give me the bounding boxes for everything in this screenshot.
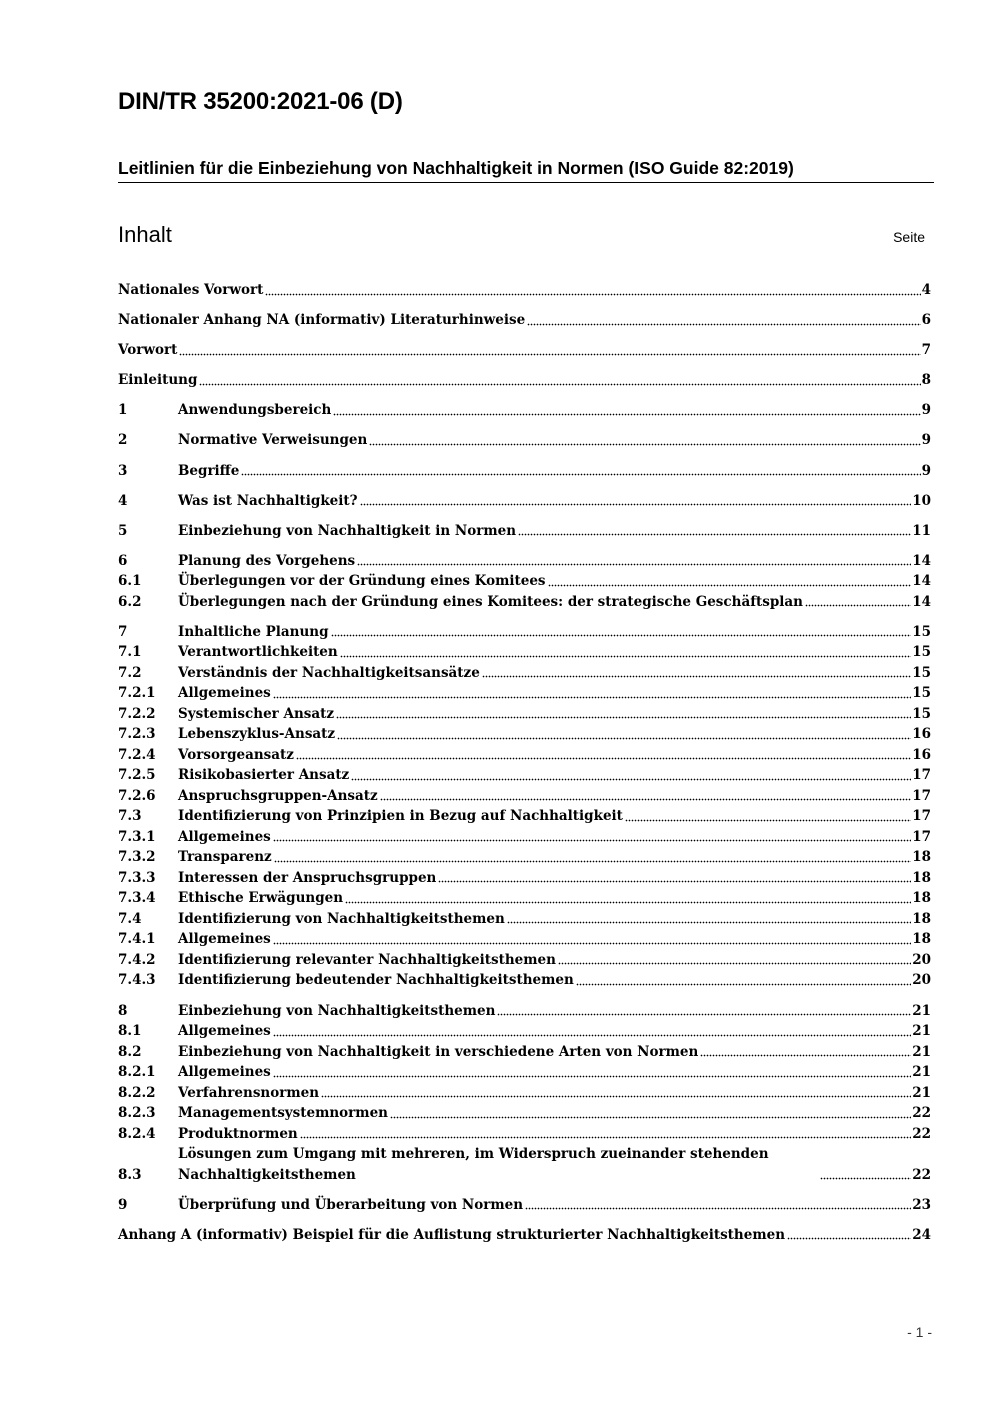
toc-dot-leader bbox=[700, 1053, 911, 1057]
toc-dot-leader bbox=[273, 941, 911, 945]
toc-entry-number: 6.2 bbox=[118, 593, 142, 610]
toc-dot-leader bbox=[345, 900, 911, 904]
toc-entry-page: 14 bbox=[912, 552, 931, 569]
toc-entry-page: 10 bbox=[912, 492, 931, 509]
toc-dot-leader bbox=[482, 674, 911, 678]
toc-entry-number: 7.4.3 bbox=[118, 972, 156, 989]
toc-entry-page: 15 bbox=[912, 664, 931, 681]
toc-dot-leader bbox=[507, 920, 911, 924]
toc-entry-number: 7.2.2 bbox=[118, 705, 156, 722]
toc-entry-label: Allgemeines bbox=[178, 1064, 271, 1081]
toc-entry-label: Vorsorgeansatz bbox=[178, 746, 294, 763]
toc-dot-leader bbox=[351, 777, 911, 781]
toc-entry-page: 15 bbox=[912, 685, 931, 702]
toc-entry[interactable] bbox=[118, 1144, 931, 1185]
toc-entry-page: 11 bbox=[912, 522, 931, 539]
toc-entry-page: 22 bbox=[912, 1166, 931, 1183]
toc-entry[interactable] bbox=[118, 663, 931, 684]
toc-dot-leader bbox=[390, 1115, 911, 1119]
toc-entry-page: 16 bbox=[912, 746, 931, 763]
toc-dot-leader bbox=[548, 583, 912, 587]
toc-entry-label: Allgemeines bbox=[178, 685, 271, 702]
toc-entry-number: 8.2.1 bbox=[118, 1064, 156, 1081]
toc-entry[interactable] bbox=[118, 786, 931, 807]
toc-entry[interactable] bbox=[118, 340, 931, 361]
toc-entry[interactable] bbox=[118, 909, 931, 930]
toc-entry[interactable] bbox=[118, 827, 931, 848]
toc-dot-leader bbox=[241, 472, 920, 476]
document-title: DIN/TR 35200:2021-06 (D) bbox=[118, 88, 403, 115]
toc-dot-leader bbox=[369, 442, 920, 446]
toc-entry-number: 7.2.6 bbox=[118, 787, 156, 804]
toc-entry[interactable] bbox=[118, 370, 931, 391]
toc-entry-label: Identifizierung relevanter Nachhaltigkeitsthemen bbox=[178, 951, 556, 968]
toc-dot-leader bbox=[331, 633, 912, 637]
toc-entry-label: Ethische Erwägungen bbox=[178, 890, 344, 907]
toc-entry-label: Anwendungsbereich bbox=[178, 402, 332, 419]
toc-entry[interactable] bbox=[118, 1195, 931, 1216]
toc-entry-page: 17 bbox=[912, 787, 931, 804]
toc-entry-number: 7.1 bbox=[118, 644, 142, 661]
toc-entry-label: Einleitung bbox=[118, 372, 198, 389]
toc-dot-leader bbox=[625, 818, 911, 822]
toc-entry-label: Verantwortlichkeiten bbox=[178, 644, 338, 661]
toc-entry-number: 6.1 bbox=[118, 573, 142, 590]
toc-entry-page: 14 bbox=[912, 573, 931, 590]
toc-entry-label: Risikobasierter Ansatz bbox=[178, 767, 350, 784]
toc-entry-page: 21 bbox=[912, 1084, 931, 1101]
toc-entry-label: Verständnis der Nachhaltigkeitsansätze bbox=[178, 664, 480, 681]
toc-entry[interactable] bbox=[118, 592, 931, 613]
toc-entry-number: 7.4.1 bbox=[118, 931, 156, 948]
toc-dot-leader bbox=[336, 715, 911, 719]
toc-entry-label: Anhang A (informativ) Beispiel für die Auflistung strukturierter Nachhaltigkeitsthemen bbox=[118, 1226, 786, 1243]
toc-entry-number: 8.3 bbox=[118, 1166, 142, 1183]
toc-entry[interactable] bbox=[118, 491, 931, 512]
toc-entry-page: 7 bbox=[921, 342, 931, 359]
toc-entry[interactable] bbox=[118, 1062, 931, 1083]
toc-entry-label: Planung des Vorgehens bbox=[178, 552, 356, 569]
toc-entry-number: 8.2.4 bbox=[118, 1125, 156, 1142]
toc-entry-page: 21 bbox=[912, 1023, 931, 1040]
toc-entry[interactable] bbox=[118, 970, 931, 991]
toc-entry-number: 7.2.5 bbox=[118, 767, 156, 784]
toc-dot-leader bbox=[527, 322, 920, 326]
toc-entry-label: Managementsystemnormen bbox=[178, 1105, 388, 1122]
toc-entry-label: Allgemeines bbox=[178, 931, 271, 948]
toc-dot-leader bbox=[438, 879, 911, 883]
toc-entry-page: 9 bbox=[921, 402, 931, 419]
toc-entry[interactable] bbox=[118, 1103, 931, 1124]
toc-entry[interactable] bbox=[118, 868, 931, 889]
toc-entry-page: 17 bbox=[912, 767, 931, 784]
toc-dot-leader bbox=[321, 1094, 911, 1098]
toc-dot-leader bbox=[179, 352, 920, 356]
toc-entry-number: 7.3 bbox=[118, 808, 142, 825]
toc-entry-number: 8.2.3 bbox=[118, 1105, 156, 1122]
toc-entry-label: Überlegungen vor der Gründung eines Komitees bbox=[178, 573, 546, 590]
toc-entry-page: 21 bbox=[912, 1002, 931, 1019]
toc-entry-page: 15 bbox=[912, 623, 931, 640]
toc-entry-page: 4 bbox=[921, 282, 931, 298]
toc-entry-number: 3 bbox=[118, 462, 128, 479]
toc-dot-leader bbox=[576, 982, 911, 986]
toc-entry-number: 6 bbox=[118, 552, 128, 569]
toc-entry-page: 15 bbox=[912, 705, 931, 722]
toc-entry-label: Identifizierung von Nachhaltigkeitsthemen bbox=[178, 910, 505, 927]
toc-entry[interactable] bbox=[118, 1225, 931, 1246]
toc-entry[interactable] bbox=[118, 280, 931, 301]
toc-entry-number: 2 bbox=[118, 432, 128, 449]
toc-entry-page: 17 bbox=[912, 808, 931, 825]
toc-entry-label: Einbeziehung von Nachhaltigkeitsthemen bbox=[178, 1002, 496, 1019]
toc-entry[interactable] bbox=[118, 888, 931, 909]
toc-entry-number: 5 bbox=[118, 522, 128, 539]
toc-entry[interactable] bbox=[118, 571, 931, 592]
toc-entry-label: Einbeziehung von Nachhaltigkeit in Normen bbox=[178, 522, 517, 539]
toc-dot-leader bbox=[787, 1236, 911, 1240]
toc-entry-page: 20 bbox=[912, 972, 931, 989]
toc-entry-label: Was ist Nachhaltigkeit? bbox=[178, 492, 358, 509]
toc-dot-leader bbox=[273, 838, 911, 842]
toc-entry[interactable] bbox=[118, 745, 931, 766]
toc-dot-leader bbox=[273, 1033, 911, 1037]
toc-dot-leader bbox=[273, 1074, 911, 1078]
toc-entry-label: Nationaler Anhang NA (informativ) Literaturhinweise bbox=[118, 312, 526, 329]
toc-entry-label: Verfahrensnormen bbox=[178, 1084, 320, 1101]
toc-entry[interactable] bbox=[118, 929, 931, 950]
toc-entry[interactable] bbox=[118, 400, 931, 421]
toc-entry-number: 7.3.1 bbox=[118, 828, 156, 845]
toc-entry[interactable] bbox=[118, 1083, 931, 1104]
toc-dot-leader bbox=[337, 736, 911, 740]
toc-entry-page: 16 bbox=[912, 726, 931, 743]
toc-entry[interactable] bbox=[118, 461, 931, 482]
toc-entry-number: 1 bbox=[118, 402, 128, 419]
toc-entry-page: 21 bbox=[912, 1064, 931, 1081]
toc-entry-number: 7.2 bbox=[118, 664, 142, 681]
toc-entry[interactable] bbox=[118, 642, 931, 663]
toc-dot-leader bbox=[805, 603, 911, 607]
toc-entry[interactable] bbox=[118, 847, 931, 868]
toc-entry-page: 18 bbox=[912, 910, 931, 927]
toc-entry-label: Systemischer Ansatz bbox=[178, 705, 335, 722]
toc-entry-page: 14 bbox=[912, 593, 931, 610]
toc-entry-page: 6 bbox=[921, 312, 931, 329]
toc-entry-label: Anspruchsgruppen-Ansatz bbox=[178, 787, 378, 804]
toc-entry-number: 7.3.4 bbox=[118, 890, 156, 907]
page-number: - 1 - bbox=[907, 1324, 932, 1340]
toc-entry-page: 8 bbox=[921, 372, 931, 389]
toc-entry-number: 8.1 bbox=[118, 1023, 142, 1040]
toc-entry-label: Überprüfung und Überarbeitung von Normen bbox=[178, 1196, 524, 1213]
toc-entry-page: 18 bbox=[912, 931, 931, 948]
toc-entry-number: 7.4 bbox=[118, 910, 142, 927]
toc-entry-number: 4 bbox=[118, 492, 128, 509]
toc-entry[interactable] bbox=[118, 683, 931, 704]
toc-entry-page: 15 bbox=[912, 644, 931, 661]
toc-entry-label: Identifizierung von Prinzipien in Bezug auf Nachhaltigkeit bbox=[178, 808, 623, 825]
toc-entry-label: Allgemeines bbox=[178, 1023, 271, 1040]
toc-entry[interactable] bbox=[118, 724, 931, 745]
toc-entry-label: Identifizierung bedeutender Nachhaltigkeitsthemen bbox=[178, 972, 574, 989]
toc-entry[interactable] bbox=[118, 521, 931, 542]
toc-entry-page: 21 bbox=[912, 1043, 931, 1060]
toc-dot-leader bbox=[380, 797, 912, 801]
toc-entry-number: 7.3.3 bbox=[118, 869, 156, 886]
toc-page-column-heading: Seite bbox=[893, 229, 925, 245]
toc-entry-page: 17 bbox=[912, 828, 931, 845]
table-of-contents bbox=[118, 280, 931, 1245]
toc-entry[interactable] bbox=[118, 551, 931, 572]
toc-entry-page: 22 bbox=[912, 1105, 931, 1122]
toc-entry-number: 8 bbox=[118, 1002, 128, 1019]
toc-entry-number: 7.2.1 bbox=[118, 685, 156, 702]
toc-dot-leader bbox=[558, 961, 911, 965]
toc-entry-label: Nationales Vorwort bbox=[118, 282, 264, 298]
toc-entry-label: Normative Verweisungen bbox=[178, 432, 368, 449]
toc-dot-leader bbox=[199, 382, 920, 386]
toc-entry[interactable] bbox=[118, 430, 931, 451]
toc-entry-label: Lebenszyklus-Ansatz bbox=[178, 726, 336, 743]
toc-entry-number: 9 bbox=[118, 1196, 128, 1213]
toc-entry[interactable] bbox=[118, 765, 931, 786]
toc-dot-leader bbox=[265, 292, 920, 296]
toc-dot-leader bbox=[497, 1012, 911, 1016]
toc-entry-label: Transparenz bbox=[178, 849, 272, 866]
toc-dot-leader bbox=[525, 1206, 911, 1210]
toc-entry-page: 20 bbox=[912, 951, 931, 968]
toc-entry[interactable] bbox=[118, 1001, 931, 1022]
toc-entry-label: Lösungen zum Umgang mit mehreren, im Widerspruch zueinander stehenden Nachhaltigkeitsthemen bbox=[178, 1146, 769, 1183]
toc-entry[interactable] bbox=[118, 704, 931, 725]
toc-entry-number: 7.3.2 bbox=[118, 849, 156, 866]
toc-entry-page: 18 bbox=[912, 849, 931, 866]
toc-entry[interactable] bbox=[118, 310, 931, 331]
toc-dot-leader bbox=[273, 695, 911, 699]
toc-dot-leader bbox=[300, 1135, 911, 1139]
toc-entry-label: Inhaltliche Planung bbox=[178, 623, 329, 640]
toc-dot-leader bbox=[518, 532, 911, 536]
toc-entry-number: 7.2.4 bbox=[118, 746, 156, 763]
toc-entry[interactable] bbox=[118, 1021, 931, 1042]
toc-entry[interactable] bbox=[118, 1124, 931, 1145]
toc-entry[interactable] bbox=[118, 622, 931, 643]
toc-entry-page: 22 bbox=[912, 1125, 931, 1142]
toc-dot-leader bbox=[296, 756, 911, 760]
toc-entry[interactable] bbox=[118, 806, 931, 827]
toc-dot-leader bbox=[274, 859, 911, 863]
toc-entry-label: Einbeziehung von Nachhaltigkeit in verschiedene Arten von Normen bbox=[178, 1043, 699, 1060]
toc-entry-page: 9 bbox=[921, 432, 931, 449]
toc-dot-leader bbox=[820, 1176, 911, 1180]
toc-entry-number: 7 bbox=[118, 623, 128, 640]
toc-entry-page: 18 bbox=[912, 869, 931, 886]
toc-entry-page: 24 bbox=[912, 1226, 931, 1243]
toc-entry-number: 8.2.2 bbox=[118, 1084, 156, 1101]
toc-entry-label: Überlegungen nach der Gründung eines Komitees: der strategische Geschäftsplan bbox=[178, 593, 803, 610]
toc-entry-page: 18 bbox=[912, 890, 931, 907]
toc-entry[interactable] bbox=[118, 950, 931, 971]
toc-entry-number: 7.4.2 bbox=[118, 951, 156, 968]
toc-entry-label: Interessen der Anspruchsgruppen bbox=[178, 869, 437, 886]
toc-entry-label: Produktnormen bbox=[178, 1125, 298, 1142]
toc-entry-page: 9 bbox=[921, 462, 931, 479]
toc-dot-leader bbox=[360, 502, 912, 506]
toc-entry-label: Allgemeines bbox=[178, 828, 271, 845]
document-subtitle: Leitlinien für die Einbeziehung von Nachhaltigkeit in Normen (ISO Guide 82:2019) bbox=[118, 158, 934, 183]
toc-heading: Inhalt bbox=[118, 222, 172, 247]
toc-dot-leader bbox=[333, 412, 920, 416]
toc-entry-number: 7.2.3 bbox=[118, 726, 156, 743]
toc-dot-leader bbox=[340, 654, 911, 658]
toc-entry-label: Vorwort bbox=[118, 342, 178, 359]
toc-entry-number: 8.2 bbox=[118, 1043, 142, 1060]
toc-entry[interactable] bbox=[118, 1042, 931, 1063]
toc-entry-label: Begriffe bbox=[178, 462, 240, 479]
toc-dot-leader bbox=[357, 562, 911, 566]
toc-entry-page: 23 bbox=[912, 1196, 931, 1213]
